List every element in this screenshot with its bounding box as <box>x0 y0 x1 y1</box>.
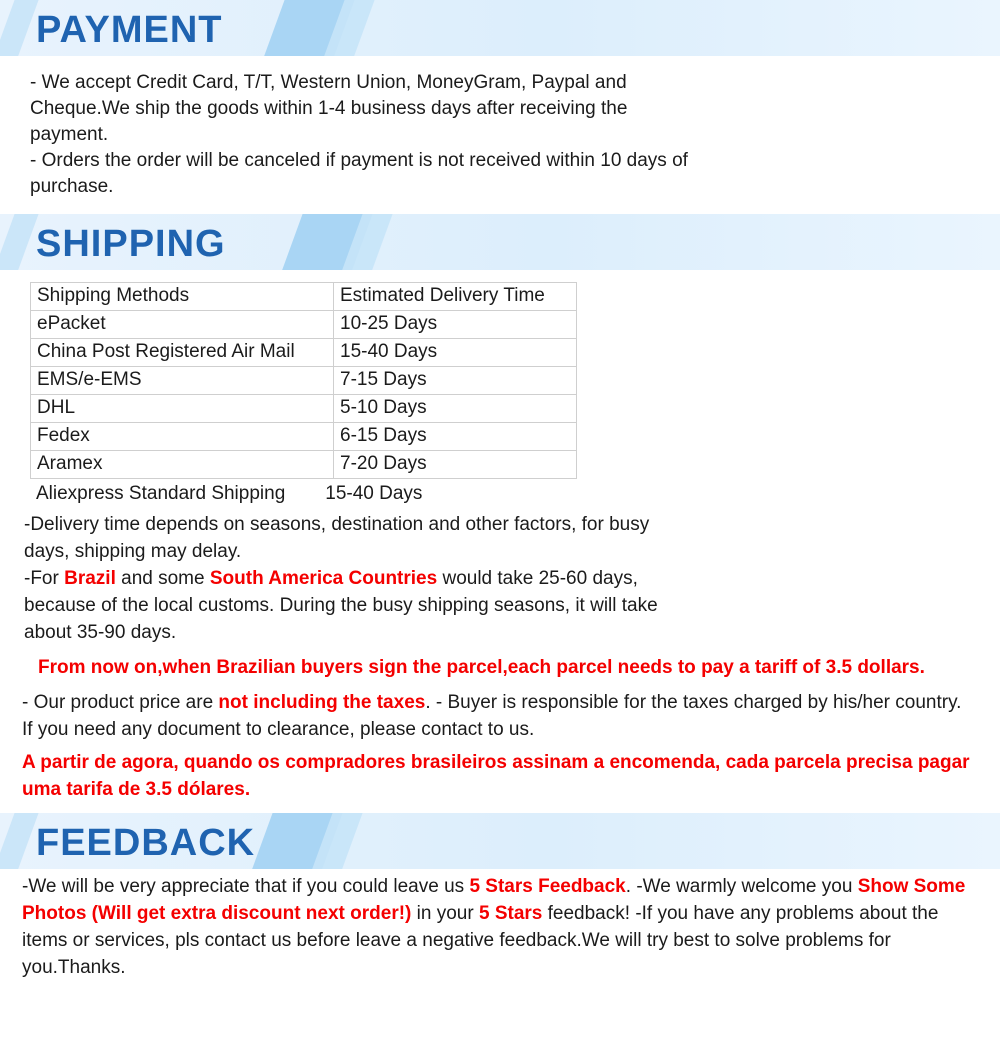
brazil-keyword: Brazil <box>64 568 116 589</box>
portuguese-line-1: A partir de agora, quando os compradores brasileiros assinam a <box>22 752 605 773</box>
cell-time: 15-40 Days <box>325 483 423 504</box>
cell-method: Aramex <box>31 451 334 479</box>
tax-line-3: document to clearance, please contact to us. <box>157 719 535 740</box>
brazil-note-line-1 <box>24 565 970 592</box>
payment-line-1: - We accept Credit Card, T/T, Western Union, MoneyGram, Paypal and <box>30 72 627 93</box>
table-row <box>31 339 577 367</box>
tax-line-1 <box>22 692 431 713</box>
table-row <box>31 311 577 339</box>
cell-time: 10-25 Days <box>334 311 577 339</box>
payment-line-3: payment. <box>30 124 109 145</box>
cell-time: 15-40 Days <box>334 339 577 367</box>
photos-keyword: Show Some Photos (Will get extra discount next <box>22 876 966 924</box>
delivery-delay-line-1: -Delivery time depends on seasons, destination and other factors, for busy <box>24 514 650 535</box>
brazil-suffix: would take 25-60 days, <box>437 568 638 589</box>
tariff-line-2: pay a tariff of 3.5 dollars. <box>701 657 925 678</box>
feedback-line-3 <box>350 903 630 924</box>
table-row <box>31 423 577 451</box>
feedback-prefix: -We will be very appreciate that if you could leave us <box>22 876 470 897</box>
cell-time: 7-15 Days <box>334 367 577 395</box>
table-row <box>31 451 577 479</box>
feedback-prefix-2: -We warmly welcome you <box>636 876 858 897</box>
spacer <box>0 200 1000 214</box>
payment-line-4: - Orders the order will be canceled if payment is not received within 10 days of <box>30 150 688 171</box>
brazil-note-line-3: about 35-90 days. <box>24 622 177 643</box>
brazil-mid: and some <box>115 568 210 589</box>
feedback-suffix-2: feedback! <box>542 903 631 924</box>
feedback-line-1 <box>22 876 631 897</box>
cell-method: Aliexpress Standard Shipping <box>36 483 286 504</box>
delivery-delay-line-2: days, shipping may delay. <box>24 541 242 562</box>
payment-line-5: purchase. <box>30 176 114 197</box>
feedback-line-5: leave a negative feedback.We will try best to solve problems for you.Thanks. <box>22 930 891 978</box>
cell-method: ePacket <box>31 311 334 339</box>
shipping-section-banner <box>0 214 1000 270</box>
shipping-methods-table <box>30 282 577 479</box>
payment-line-2: Cheque.We ship the goods within 1-4 business days after receiving the <box>30 98 628 119</box>
cell-method: EMS/e-EMS <box>31 367 334 395</box>
cell-time: 7-20 Days <box>334 451 577 479</box>
payment-body <box>0 60 1000 200</box>
brazil-note-line-2: because of the local customs. During the busy shipping seasons, it will take <box>24 595 658 616</box>
feedback-heading: FEEDBACK <box>36 822 256 864</box>
cell-time: 5-10 Days <box>334 395 577 423</box>
payment-section-banner <box>0 0 1000 56</box>
payment-heading: PAYMENT <box>36 9 223 51</box>
tariff-notice <box>0 654 1000 681</box>
tax-notice <box>0 689 1000 743</box>
table-row <box>31 367 577 395</box>
portuguese-tariff-notice <box>0 749 1000 803</box>
tariff-line-1: From now on,when Brazilian buyers sign the parcel,each parcel needs to <box>38 657 696 678</box>
table-header-row <box>31 283 577 311</box>
cell-method: Fedex <box>31 423 334 451</box>
five-stars-keyword: 5 Stars Feedback <box>469 876 626 897</box>
brazil-prefix: -For <box>24 568 65 589</box>
table-header-method: Shipping Methods <box>31 283 334 311</box>
feedback-mid: in your <box>411 903 479 924</box>
feedback-section-banner <box>0 813 1000 869</box>
feedback-body <box>0 873 1000 981</box>
feedback-suffix: . <box>625 876 632 897</box>
shipping-extra-row <box>30 479 1000 507</box>
south-america-keyword: South America Countries <box>209 568 438 589</box>
shipping-notes <box>0 511 1000 646</box>
five-stars-keyword-2: 5 Stars <box>478 903 543 924</box>
feedback-line-4: -If you have any problems about the items or services, pls contact us before <box>22 903 939 951</box>
cell-method: DHL <box>31 395 334 423</box>
tax-keyword: not including the taxes <box>218 692 426 713</box>
shipping-heading: SHIPPING <box>36 223 226 265</box>
tax-line-2: - Buyer is responsible for the taxes charged by his/her country. If you need any <box>22 692 962 740</box>
tax-suffix: . <box>425 692 431 713</box>
cell-method: China Post Registered Air Mail <box>31 339 334 367</box>
table-header-time: Estimated Delivery Time <box>334 283 577 311</box>
tax-prefix: - Our product price are <box>22 692 219 713</box>
table-row <box>31 395 577 423</box>
order-keyword: order!) <box>350 903 412 924</box>
cell-time: 6-15 Days <box>334 423 577 451</box>
portuguese-line-2: encomenda, cada parcela precisa pagar uma tarifa de 3.5 dólares. <box>22 752 970 800</box>
